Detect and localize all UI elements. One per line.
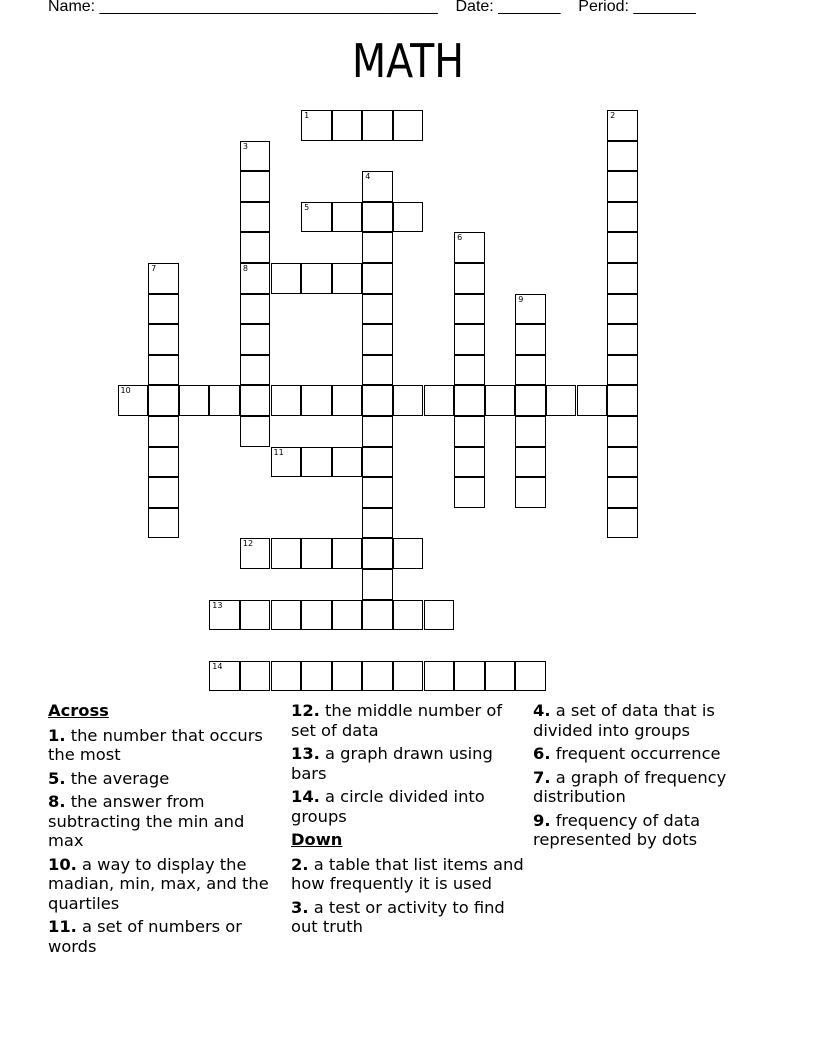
- crossword-cell[interactable]: [301, 110, 332, 141]
- crossword-cell[interactable]: [454, 355, 485, 386]
- crossword-cell[interactable]: [240, 324, 271, 355]
- crossword-cell[interactable]: [393, 538, 424, 569]
- clue-text: a table that list items and how frequently it is used: [291, 854, 524, 893]
- clue-number: 13.: [291, 744, 320, 763]
- clue-number: 14.: [291, 787, 320, 806]
- across-clue-8: [48, 792, 282, 851]
- clue-number: 7.: [533, 767, 551, 787]
- crossword-cell[interactable]: [515, 355, 546, 386]
- clue-text: the middle number of set of data: [291, 701, 503, 740]
- crossword-cell[interactable]: [148, 508, 179, 539]
- clue-column-2: [291, 701, 525, 941]
- crossword-cell[interactable]: [148, 385, 179, 416]
- clue-number: 9.: [533, 810, 551, 830]
- date-label: Date:: [455, 0, 494, 15]
- across-clue-13: [291, 744, 525, 783]
- crossword-cell[interactable]: [332, 385, 363, 416]
- clue-number-label: 14: [212, 661, 223, 671]
- crossword-cell[interactable]: [240, 263, 271, 294]
- down-clue-4: [533, 701, 767, 740]
- crossword-cell[interactable]: [607, 171, 638, 202]
- crossword-cell[interactable]: [607, 447, 638, 478]
- clue-number-label: 6: [457, 233, 463, 243]
- crossword-cell[interactable]: [607, 477, 638, 508]
- crossword-cell[interactable]: [240, 385, 271, 416]
- clue-number: 6.: [533, 744, 551, 763]
- crossword-cell[interactable]: [271, 385, 302, 416]
- clue-number: 2.: [291, 854, 309, 874]
- crossword-cell[interactable]: [362, 385, 393, 416]
- across-clue-12: [291, 701, 525, 740]
- crossword-cell[interactable]: [362, 447, 393, 478]
- clue-text: a test or activity to find out truth: [291, 897, 505, 936]
- clue-number: 1.: [48, 725, 66, 745]
- crossword-cell[interactable]: [515, 324, 546, 355]
- date-blank[interactable]: _______: [498, 0, 561, 15]
- clue-number: 10.: [48, 854, 77, 874]
- crossword-cell[interactable]: [515, 385, 546, 416]
- crossword-cell[interactable]: [148, 477, 179, 508]
- crossword-cell[interactable]: [393, 661, 424, 692]
- crossword-cell[interactable]: [424, 385, 455, 416]
- clue-text: a circle divided into groups: [291, 787, 485, 826]
- down-clue-2: [291, 855, 525, 894]
- clue-text: a way to display the madian, min, max, and the quartiles: [48, 854, 269, 913]
- across-clue-11: [48, 917, 282, 956]
- across-clue-5: [48, 769, 282, 789]
- crossword-cell[interactable]: [209, 385, 240, 416]
- crossword-cell[interactable]: [577, 385, 608, 416]
- crossword-cell[interactable]: [362, 569, 393, 600]
- down-clue-9: [533, 811, 767, 850]
- crossword-cell[interactable]: [209, 661, 240, 692]
- clue-text: a graph drawn using bars: [291, 744, 493, 783]
- crossword-cell[interactable]: [362, 538, 393, 569]
- crossword-cell[interactable]: [607, 355, 638, 386]
- clue-column-3: [533, 701, 767, 854]
- crossword-cell[interactable]: [454, 232, 485, 263]
- crossword-cell[interactable]: [607, 385, 638, 416]
- across-clue-10: [48, 855, 282, 914]
- across-clue-1: [48, 726, 282, 765]
- clue-number-label: 8: [242, 264, 248, 273]
- crossword-cell[interactable]: [607, 141, 638, 172]
- crossword-cell[interactable]: [332, 202, 363, 233]
- crossword-cell[interactable]: [454, 263, 485, 294]
- puzzle-title: MATH: [351, 34, 465, 88]
- crossword-cell[interactable]: [240, 538, 271, 569]
- crossword-cell[interactable]: [271, 263, 302, 294]
- crossword-cell[interactable]: [454, 294, 485, 325]
- clue-text: the average: [70, 768, 170, 788]
- crossword-cell[interactable]: [424, 600, 455, 631]
- clue-number-label: 9: [518, 294, 524, 304]
- crossword-cell[interactable]: [515, 477, 546, 508]
- crossword-cell[interactable]: [607, 110, 638, 141]
- crossword-cell[interactable]: [240, 171, 271, 202]
- crossword-cell[interactable]: [301, 661, 332, 692]
- name-blank[interactable]: ______________________________________: [99, 0, 438, 15]
- crossword-cell[interactable]: [485, 661, 516, 692]
- crossword-cell[interactable]: [362, 355, 393, 386]
- crossword-cell[interactable]: [240, 294, 271, 325]
- clue-number-label: 1: [304, 111, 310, 120]
- down-heading: Down: [291, 830, 343, 849]
- clue-text: frequent occurrence: [555, 744, 721, 763]
- crossword-cell[interactable]: [362, 477, 393, 508]
- crossword-cell[interactable]: [607, 324, 638, 355]
- clue-text: the number that occurs the most: [48, 725, 263, 764]
- crossword-cell[interactable]: [332, 447, 363, 478]
- crossword-cell[interactable]: [546, 385, 577, 416]
- crossword-cell[interactable]: [454, 416, 485, 447]
- clue-column-1: [48, 701, 282, 960]
- crossword-cell[interactable]: [362, 600, 393, 631]
- crossword-cell[interactable]: [515, 447, 546, 478]
- crossword-cell[interactable]: [332, 538, 363, 569]
- crossword-cell[interactable]: [607, 263, 638, 294]
- crossword-cell[interactable]: [271, 600, 302, 631]
- crossword-cell[interactable]: [240, 141, 271, 172]
- clue-number: 3.: [291, 897, 309, 917]
- crossword-cell[interactable]: [424, 661, 455, 692]
- period-blank[interactable]: _______: [633, 0, 696, 15]
- crossword-cell[interactable]: [240, 232, 271, 263]
- crossword-cell[interactable]: [454, 661, 485, 692]
- crossword-cell[interactable]: [148, 355, 179, 386]
- crossword-cell[interactable]: [332, 661, 363, 692]
- down-clue-7: [533, 768, 767, 807]
- clue-number-label: 2: [610, 111, 616, 120]
- crossword-cell[interactable]: [332, 110, 363, 141]
- across-clue-14: [291, 787, 525, 826]
- crossword-cell[interactable]: [362, 294, 393, 325]
- crossword-cell[interactable]: [118, 385, 149, 416]
- crossword-cell[interactable]: [332, 263, 363, 294]
- crossword-cell[interactable]: [240, 355, 271, 386]
- clue-number: 5.: [48, 768, 66, 788]
- crossword-cell[interactable]: [362, 171, 393, 202]
- crossword-cell[interactable]: [148, 294, 179, 325]
- crossword-cell[interactable]: [393, 202, 424, 233]
- crossword-cell[interactable]: [209, 600, 240, 631]
- crossword-cell[interactable]: [454, 477, 485, 508]
- crossword-cell[interactable]: [362, 508, 393, 539]
- crossword-cell[interactable]: [515, 661, 546, 692]
- crossword-cell[interactable]: [607, 416, 638, 447]
- clue-text: a set of numbers or words: [48, 917, 242, 956]
- crossword-cell[interactable]: [301, 202, 332, 233]
- crossword-cell[interactable]: [515, 294, 546, 325]
- clue-number-label: 3: [242, 141, 248, 151]
- clue-text: a graph of frequency distribution: [533, 767, 727, 806]
- crossword-cell[interactable]: [271, 447, 302, 478]
- clue-number-label: 5: [304, 202, 310, 212]
- crossword-cell[interactable]: [362, 263, 393, 294]
- crossword-cell[interactable]: [362, 661, 393, 692]
- crossword-cell[interactable]: [393, 600, 424, 631]
- crossword-cell[interactable]: [607, 202, 638, 233]
- crossword-cell[interactable]: [362, 110, 393, 141]
- crossword-cell[interactable]: [393, 385, 424, 416]
- clue-text: frequency of data represented by dots: [533, 810, 701, 849]
- crossword-cell[interactable]: [301, 447, 332, 478]
- clue-number-label: 13: [212, 600, 223, 610]
- crossword-cell[interactable]: [362, 202, 393, 233]
- crossword-cell[interactable]: [607, 294, 638, 325]
- crossword-cell[interactable]: [362, 324, 393, 355]
- crossword-cell[interactable]: [301, 263, 332, 294]
- clue-number-label: 11: [273, 447, 284, 457]
- crossword-cell[interactable]: [240, 202, 271, 233]
- crossword-cell[interactable]: [240, 600, 271, 631]
- crossword-cell[interactable]: [607, 232, 638, 263]
- crossword-cell[interactable]: [301, 538, 332, 569]
- crossword-cell[interactable]: [148, 263, 179, 294]
- clue-text: the answer from subtracting the min and max: [48, 792, 245, 850]
- clue-number: 4.: [533, 701, 551, 720]
- crossword-cell[interactable]: [148, 416, 179, 447]
- down-clue-3: [291, 898, 525, 937]
- crossword-cell[interactable]: [148, 324, 179, 355]
- crossword-cell[interactable]: [301, 385, 332, 416]
- crossword-cell[interactable]: [485, 385, 516, 416]
- clue-number: 8.: [48, 792, 66, 811]
- crossword-cell[interactable]: [454, 447, 485, 478]
- crossword-cell[interactable]: [607, 508, 638, 539]
- crossword-cell[interactable]: [332, 600, 363, 631]
- crossword-cell[interactable]: [271, 661, 302, 692]
- crossword-cell[interactable]: [362, 416, 393, 447]
- crossword-cell[interactable]: [240, 416, 271, 447]
- clue-text: a set of data that is divided into groups: [533, 701, 715, 740]
- crossword-cell[interactable]: [393, 110, 424, 141]
- crossword-cell[interactable]: [301, 600, 332, 631]
- clue-number-label: 4: [365, 172, 371, 182]
- clue-number-label: 7: [151, 264, 157, 273]
- crossword-cell[interactable]: [515, 416, 546, 447]
- period-label: Period:: [578, 0, 629, 15]
- crossword-cell[interactable]: [240, 661, 271, 692]
- crossword-cell[interactable]: [179, 385, 210, 416]
- crossword-cell[interactable]: [362, 232, 393, 263]
- down-clue-6: [533, 744, 767, 764]
- crossword-cell[interactable]: [454, 324, 485, 355]
- clue-number: 11.: [48, 917, 77, 936]
- crossword-cell[interactable]: [148, 447, 179, 478]
- clue-number-label: 10: [120, 386, 131, 396]
- crossword-cell[interactable]: [271, 538, 302, 569]
- crossword-cell[interactable]: [454, 385, 485, 416]
- clue-number: 12.: [291, 701, 320, 720]
- clue-number-label: 12: [242, 539, 254, 549]
- name-label: Name:: [48, 0, 96, 15]
- across-heading: Across: [48, 701, 109, 720]
